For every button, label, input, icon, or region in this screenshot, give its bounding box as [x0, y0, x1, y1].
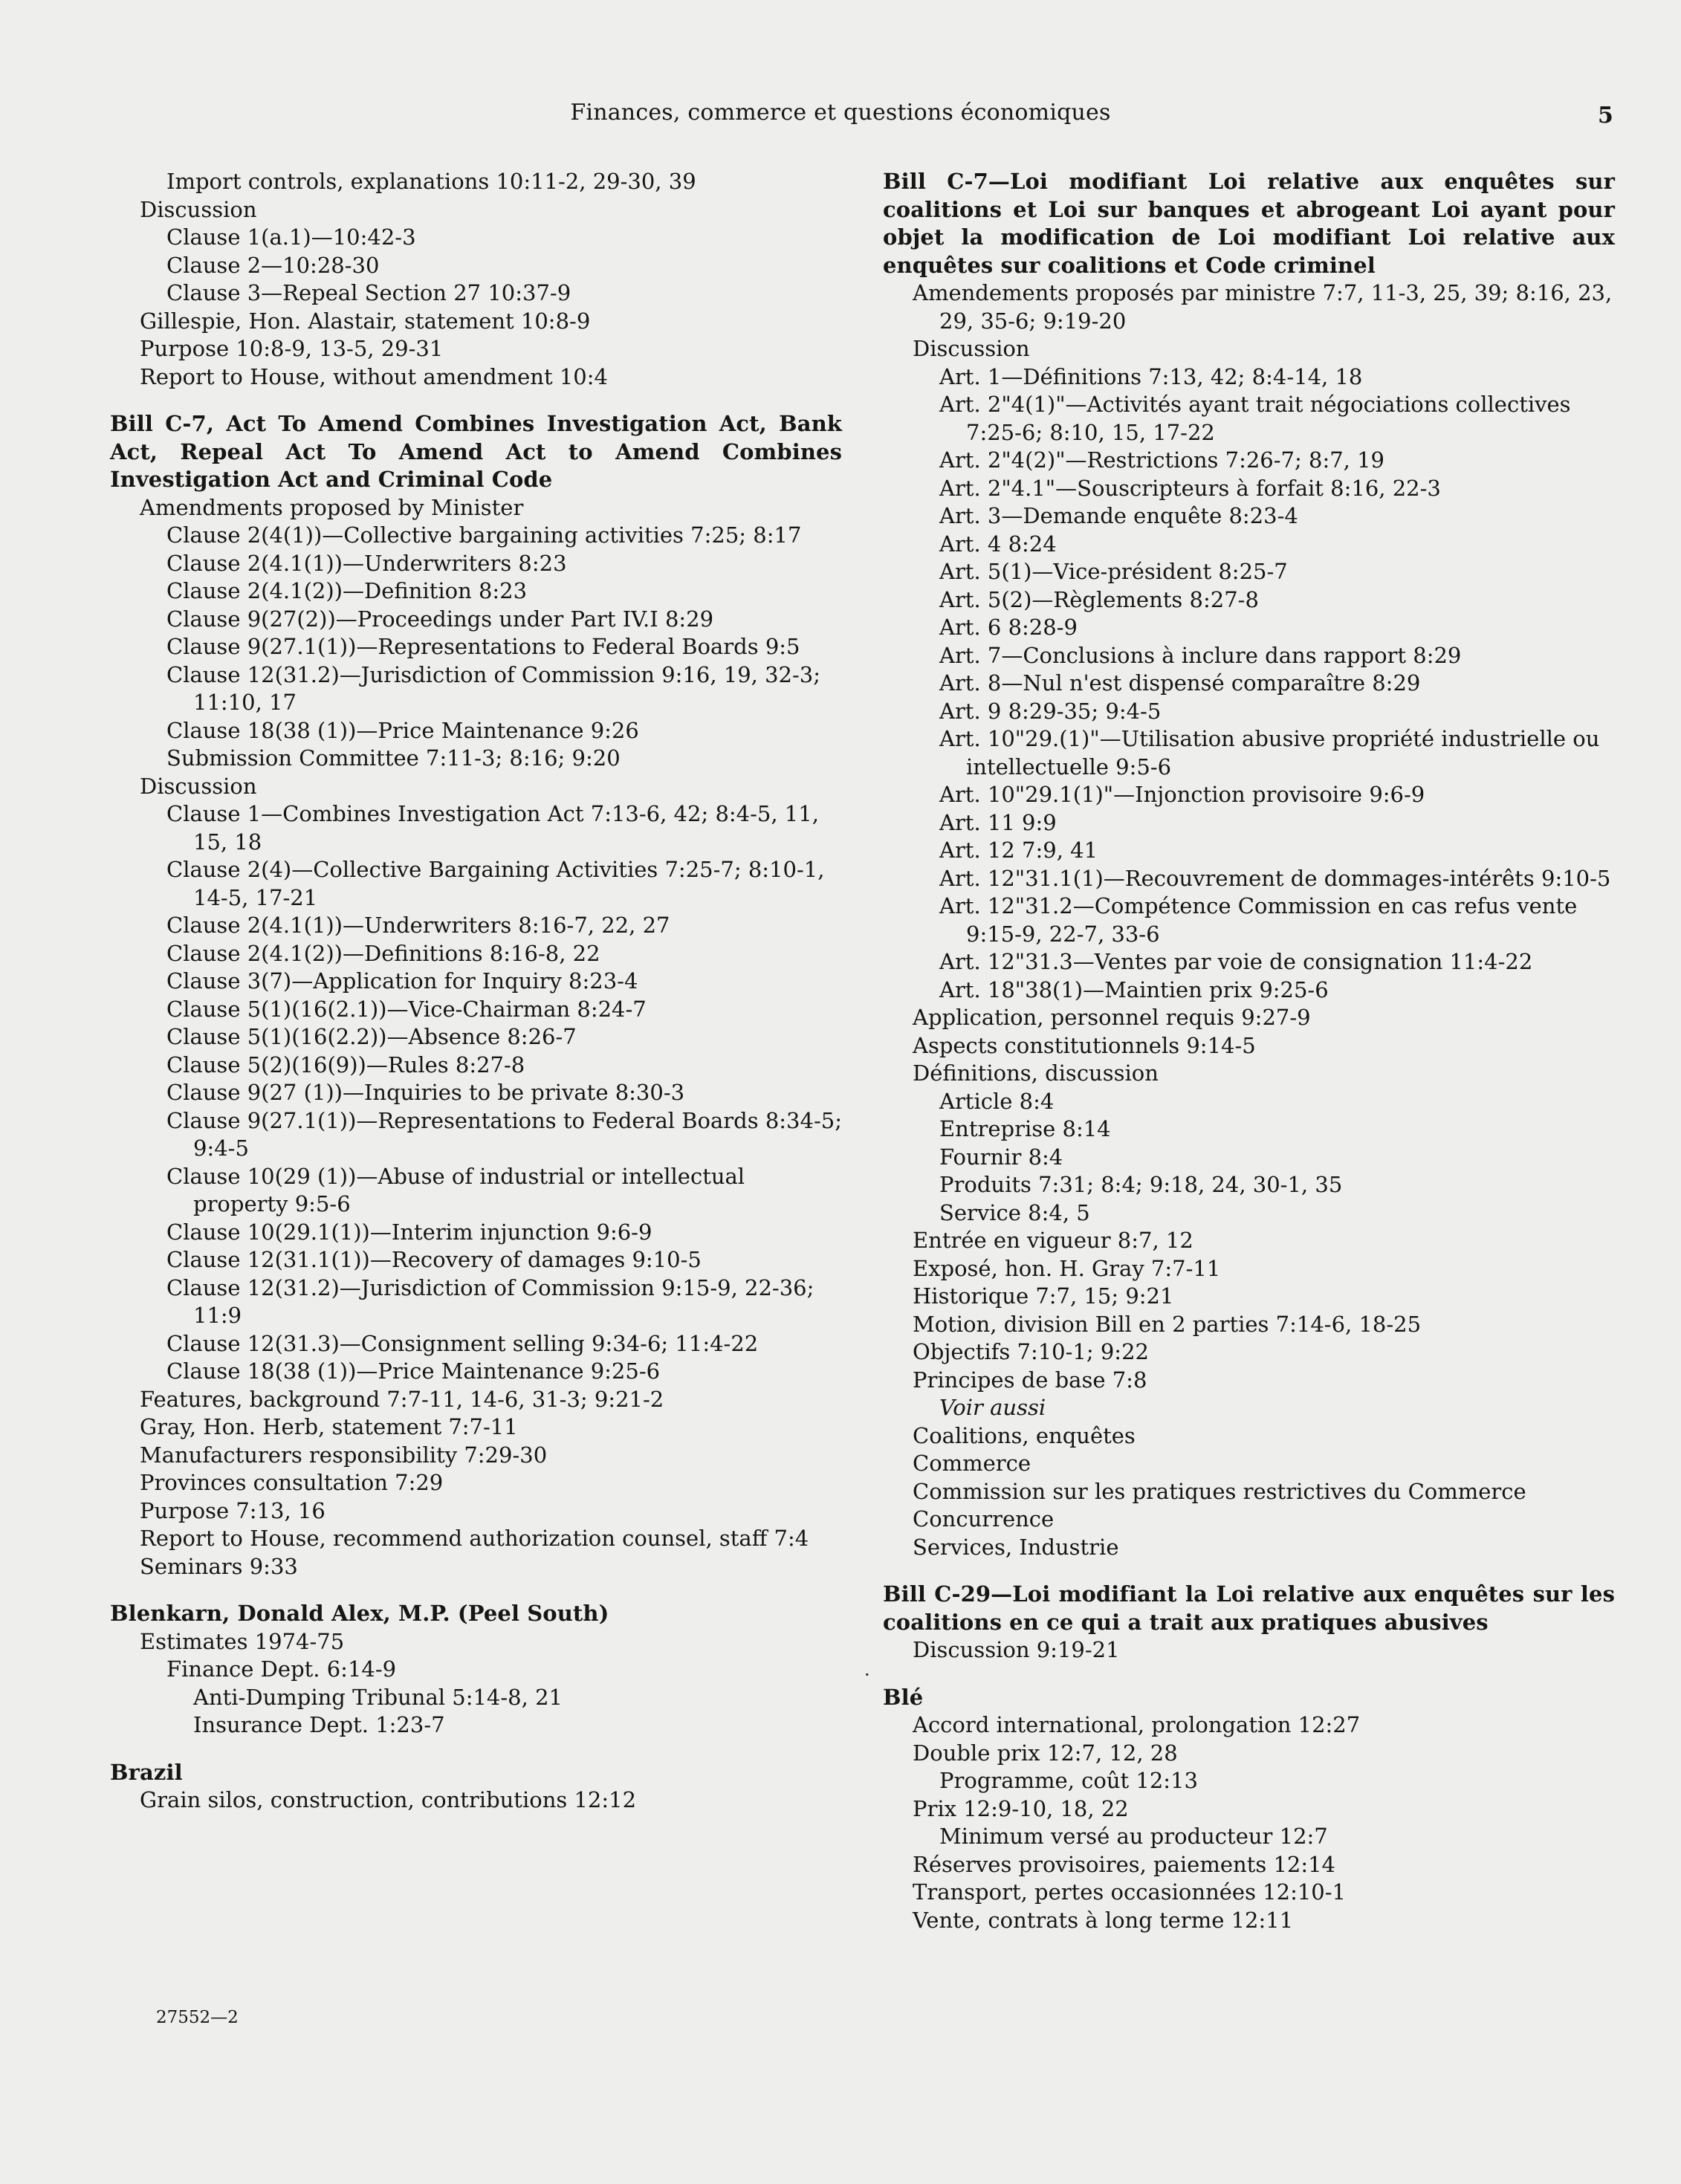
index-subentry: Import controls, explanations 10:11-2, 29-30, 39 [166, 169, 696, 194]
index-subentry: Clause 2—10:28-30 [166, 252, 380, 278]
index-subentry: Fournir 8:4 [939, 1144, 1063, 1170]
index-entry: Transport, pertes occasionnées 12:10-1 [913, 1879, 1346, 1905]
footer-code: 27552—2 [156, 2008, 239, 2027]
index-entry: Motion, division Bill en 2 parties 7:14-6, 18-25 [913, 1311, 1422, 1337]
index-entry: Services, Industrie [913, 1534, 1119, 1560]
index-entry: Discussion [140, 196, 257, 222]
index-entry: Amendments proposed by Minister [140, 494, 524, 520]
index-subentry: Clause 12(31.3)—Consignment selling 9:34-6; 11:4-22 [166, 1330, 759, 1356]
index-entry: Aspects constitutionnels 9:14-5 [913, 1032, 1256, 1058]
index-subentry: Art. 2"4.1"—Souscripteurs à forfait 8:16, 22-3 [939, 475, 1441, 501]
index-subsubentry: Anti-Dumping Tribunal 5:14-8, 21 [193, 1684, 563, 1710]
index-subsubentry: Insurance Dept. 1:23-7 [193, 1712, 445, 1737]
index-entry: Vente, contrats à long terme 12:11 [913, 1907, 1294, 1933]
index-subentry: Clause 9(27(2))—Proceedings under Part IV.I 8:29 [166, 606, 714, 632]
index-entry: Prix 12:9-10, 18, 22 [913, 1795, 1129, 1821]
index-subentry: Clause 5(2)(16(9))—Rules 8:27-8 [166, 1052, 525, 1078]
running-head: Finances, commerce et questions économiques [570, 100, 1111, 126]
index-entry: Manufacturers responsibility 7:29-30 [140, 1442, 548, 1468]
index-subentry: Art. 8—Nul n'est dispensé comparaître 8:29 [939, 670, 1421, 696]
index-entry: Gray, Hon. Herb, statement 7:7-11 [140, 1414, 518, 1439]
index-subentry: Programme, coût 12:13 [939, 1768, 1198, 1793]
index-subentry: Clause 1(a.1)—10:42-3 [166, 224, 416, 250]
index-subentry: Art. 18"38(1)—Maintien prix 9:25-6 [939, 976, 1329, 1002]
index-entry: Purpose 10:8-9, 13-5, 29-31 [140, 336, 444, 361]
index-subentry: Clause 9(27 (1))—Inquiries to be private 8:30-3 [166, 1080, 685, 1105]
index-entry: Définitions, discussion [913, 1060, 1159, 1086]
index-subentry: Produits 7:31; 8:4; 9:18, 24, 30-1, 35 [939, 1172, 1343, 1197]
index-subentry: Clause 12(31.2)—Jurisdiction of Commission 9:15-9, 22-36; 11:9 [166, 1274, 814, 1328]
index-subentry: Clause 12(31.2)—Jurisdiction of Commission 9:16, 19, 32-3; 11:10, 17 [166, 661, 821, 715]
index-subentry: Article 8:4 [939, 1088, 1055, 1114]
index-entry: Commission sur les pratiques restrictives du Commerce [913, 1478, 1526, 1504]
index-heading: Bill C-29—Loi modifiant la Loi relative aux enquêtes sur les coalitions en ce qui a trait aux pratiques abusives [883, 1581, 1615, 1635]
index-entry: Commerce [913, 1451, 1031, 1476]
index-entry: Objectifs 7:10-1; 9:22 [913, 1339, 1149, 1364]
index-subentry: Clause 2(4)—Collective Bargaining Activities 7:25-7; 8:10-1, 14-5, 17-21 [166, 857, 825, 910]
index-subentry: Clause 2(4.1(1))—Underwriters 8:16-7, 22, 27 [166, 913, 670, 938]
index-subentry: Art. 12"31.2—Compétence Commission en cas refus vente 9:15-9, 22-7, 33-6 [939, 893, 1578, 947]
index-entry: Discussion 9:19-21 [913, 1637, 1120, 1662]
stray-mark: · [864, 1665, 870, 1685]
index-subentry: Art. 3—Demande enquête 8:23-4 [939, 503, 1298, 528]
index-subentry: Art. 10"29.(1)"—Utilisation abusive propriété industrielle ou intellectuelle 9:5-6 [939, 726, 1600, 780]
index-subentry: Clause 5(1)(16(2.1))—Vice-Chairman 8:24-7 [166, 996, 647, 1022]
index-entry: Application, personnel requis 9:27-9 [913, 1005, 1311, 1030]
index-subentry: Clause 3(7)—Application for Inquiry 8:23-4 [166, 968, 638, 994]
index-heading: Blé [883, 1684, 924, 1710]
index-subentry: Art. 12 7:9, 41 [939, 837, 1098, 863]
index-entry: Discussion [913, 336, 1030, 361]
index-subentry: Clause 9(27.1(1))—Representations to Federal Boards 9:5 [166, 634, 800, 659]
index-subentry: Art. 7—Conclusions à inclure dans rapport 8:29 [939, 642, 1462, 668]
index-heading: Blenkarn, Donald Alex, M.P. (Peel South) [110, 1601, 609, 1626]
index-subentry: Art. 6 8:28-9 [939, 615, 1078, 640]
index-entry: Discussion [140, 773, 257, 799]
index-subentry: Submission Committee 7:11-3; 8:16; 9:20 [166, 745, 621, 771]
index-entry: Gillespie, Hon. Alastair, statement 10:8-9 [140, 308, 591, 334]
index-entry: Réserves provisoires, paiements 12:14 [913, 1851, 1336, 1877]
index-subentry: Clause 2(4(1))—Collective bargaining activities 7:25; 8:17 [166, 522, 802, 548]
index-heading: Bill C-7, Act To Amend Combines Investigation Act, Bank Act, Repeal Act To Amend Act to Amend Combines Investigation Act and Criminal Code [110, 411, 842, 492]
index-entry: Grain silos, construction, contributions 12:12 [140, 1787, 637, 1812]
index-entry: Amendements proposés par ministre 7:7, 11-3, 25, 39; 8:16, 23, 29, 35-6; 9:19-20 [913, 280, 1613, 334]
index-entry: Entrée en vigueur 8:7, 12 [913, 1228, 1193, 1253]
index-column-left [110, 168, 842, 1815]
index-subentry: Minimum versé au producteur 12:7 [939, 1824, 1328, 1849]
index-entry: Principes de base 7:8 [913, 1367, 1147, 1393]
index-heading: Brazil [110, 1759, 183, 1785]
index-subentry: Art. 12"31.3—Ventes par voie de consignation 11:4-22 [939, 949, 1533, 974]
index-entry: Features, background 7:7-11, 14-6, 31-3; 9:21-2 [140, 1386, 664, 1412]
index-entry: Report to House, recommend authorization counsel, staff 7:4 [140, 1526, 809, 1551]
index-subentry: Clause 2(4.1(2))—Definition 8:23 [166, 578, 528, 603]
index-subentry: Clause 9(27.1(1))—Representations to Federal Boards 8:34-5; 9:4-5 [166, 1107, 842, 1161]
index-entry: Report to House, without amendment 10:4 [140, 363, 608, 389]
index-subentry: Art. 2"4(1)"—Activités ayant trait négociations collectives 7:25-6; 8:10, 15, 17-22 [939, 392, 1571, 445]
index-subentry: Clause 2(4.1(1))—Underwriters 8:23 [166, 550, 567, 576]
index-subentry: Art. 12"31.1(1)—Recouvrement de dommages-intérêts 9:10-5 [939, 865, 1611, 891]
index-subentry: Clause 1—Combines Investigation Act 7:13-6, 42; 8:4-5, 11, 15, 18 [166, 801, 819, 855]
index-subentry: Clause 2(4.1(2))—Definitions 8:16-8, 22 [166, 940, 600, 966]
index-entry: Concurrence [913, 1506, 1055, 1532]
index-entry: Seminars 9:33 [140, 1553, 298, 1579]
index-subentry: Clause 18(38 (1))—Price Maintenance 9:25-6 [166, 1358, 661, 1384]
index-subentry: Clause 18(38 (1))—Price Maintenance 9:26 [166, 717, 639, 743]
index-subentry: Art. 9 8:29-35; 9:4-5 [939, 698, 1162, 724]
index-subentry: Clause 3—Repeal Section 27 10:37-9 [166, 280, 571, 305]
index-subentry: Art. 11 9:9 [939, 809, 1057, 835]
index-subentry: Entreprise 8:14 [939, 1116, 1111, 1141]
index-subentry: Voir aussi [939, 1395, 1046, 1420]
index-entry: Provinces consultation 7:29 [140, 1470, 444, 1495]
index-entry: Accord international, prolongation 12:27 [913, 1712, 1361, 1737]
index-subentry: Clause 12(31.1(1))—Recovery of damages 9:10-5 [166, 1247, 702, 1272]
index-subentry: Service 8:4, 5 [939, 1199, 1090, 1225]
index-entry: Exposé, hon. H. Gray 7:7-11 [913, 1255, 1221, 1281]
index-subentry: Clause 5(1)(16(2.2))—Absence 8:26-7 [166, 1024, 577, 1049]
index-subentry: Art. 4 8:24 [939, 531, 1057, 557]
index-column-right [883, 168, 1615, 1934]
index-subentry: Art. 1—Définitions 7:13, 42; 8:4-14, 18 [939, 363, 1363, 389]
index-subentry: Clause 10(29 (1))—Abuse of industrial or intellectual property 9:5-6 [166, 1163, 745, 1216]
index-entry: Purpose 7:13, 16 [140, 1497, 325, 1523]
index-entry: Double prix 12:7, 12, 28 [913, 1740, 1178, 1766]
index-subentry: Art. 10"29.1(1)"—Injonction provisoire 9:6-9 [939, 782, 1425, 807]
index-entry: Coalitions, enquêtes [913, 1422, 1136, 1448]
index-heading: Bill C-7—Loi modifiant Loi relative aux enquêtes sur coalitions et Loi sur banques et abrogeant Loi ayant pour objet la modification de Loi modifiant Loi relative aux enquêtes sur coalitions et Code criminel [883, 169, 1615, 278]
index-subentry: Clause 10(29.1(1))—Interim injunction 9:6-9 [166, 1219, 652, 1245]
index-subentry: Art. 2"4(2)"—Restrictions 7:26-7; 8:7, 19 [939, 447, 1385, 473]
index-entry: Historique 7:7, 15; 9:21 [913, 1283, 1174, 1309]
index-subentry: Finance Dept. 6:14-9 [166, 1656, 397, 1682]
index-entry: Estimates 1974-75 [140, 1628, 345, 1654]
index-subentry: Art. 5(2)—Règlements 8:27-8 [939, 586, 1259, 612]
index-subentry: Art. 5(1)—Vice-président 8:25-7 [939, 559, 1288, 584]
page-number: 5 [1598, 103, 1613, 129]
